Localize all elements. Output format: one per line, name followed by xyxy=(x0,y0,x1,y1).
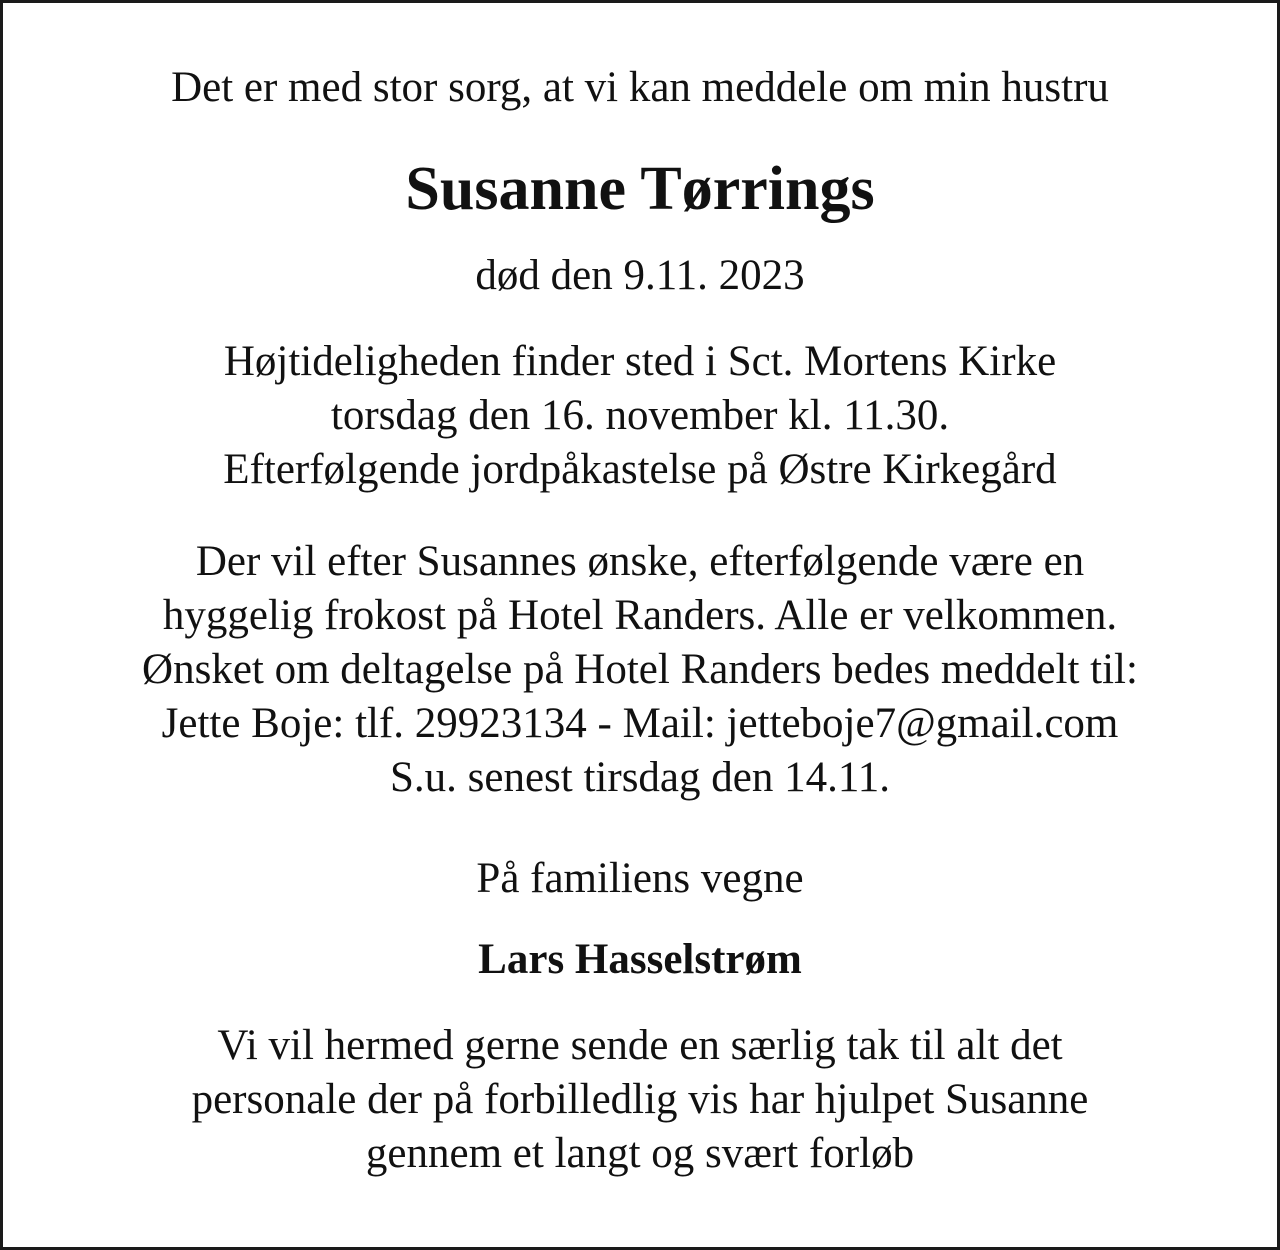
ceremony-line: torsdag den 16. november kl. 11.30. xyxy=(330,392,950,439)
thanks-text xyxy=(3,1019,1277,1181)
on-behalf-line: På familiens vegne xyxy=(476,855,804,902)
signer-name: Lars Hasselstrøm xyxy=(478,936,802,983)
intro-text xyxy=(3,61,1277,115)
intro-line: Det er med stor sorg, at vi kan meddele om min hustru xyxy=(171,64,1109,111)
lunch-details xyxy=(3,535,1277,805)
contact-line: Jette Boje: tlf. 29923134 - Mail: jetteboje7@gmail.com xyxy=(161,700,1119,747)
lunch-line: Ønsket om deltagelse på Hotel Randers bedes meddelt til: xyxy=(142,646,1138,693)
lunch-line: Der vil efter Susannes ønske, efterfølgende være en xyxy=(195,538,1085,585)
ceremony-details xyxy=(3,335,1277,497)
death-date xyxy=(3,249,1277,303)
lunch-line: hyggelig frokost på Hotel Randers. Alle er velkommen. xyxy=(162,592,1118,639)
ceremony-line: Højtideligheden finder sted i Sct. Mortens Kirke xyxy=(223,338,1057,385)
thanks-line: Vi vil hermed gerne sende en særlig tak til alt det xyxy=(217,1022,1063,1069)
death-date-line: død den 9.11. 2023 xyxy=(475,252,805,299)
rsvp-deadline-line: S.u. senest tirsdag den 14.11. xyxy=(389,754,891,801)
ceremony-line: Efterfølgende jordpåkastelse på Østre Kirkegård xyxy=(223,446,1057,493)
thanks-line: personale der på forbilledlig vis har hjulpet Susanne xyxy=(191,1076,1089,1123)
on-behalf-text xyxy=(3,852,1277,906)
thanks-line: gennem et langt og svært forløb xyxy=(365,1130,915,1177)
deceased-name: Susanne Tørrings xyxy=(405,155,875,223)
